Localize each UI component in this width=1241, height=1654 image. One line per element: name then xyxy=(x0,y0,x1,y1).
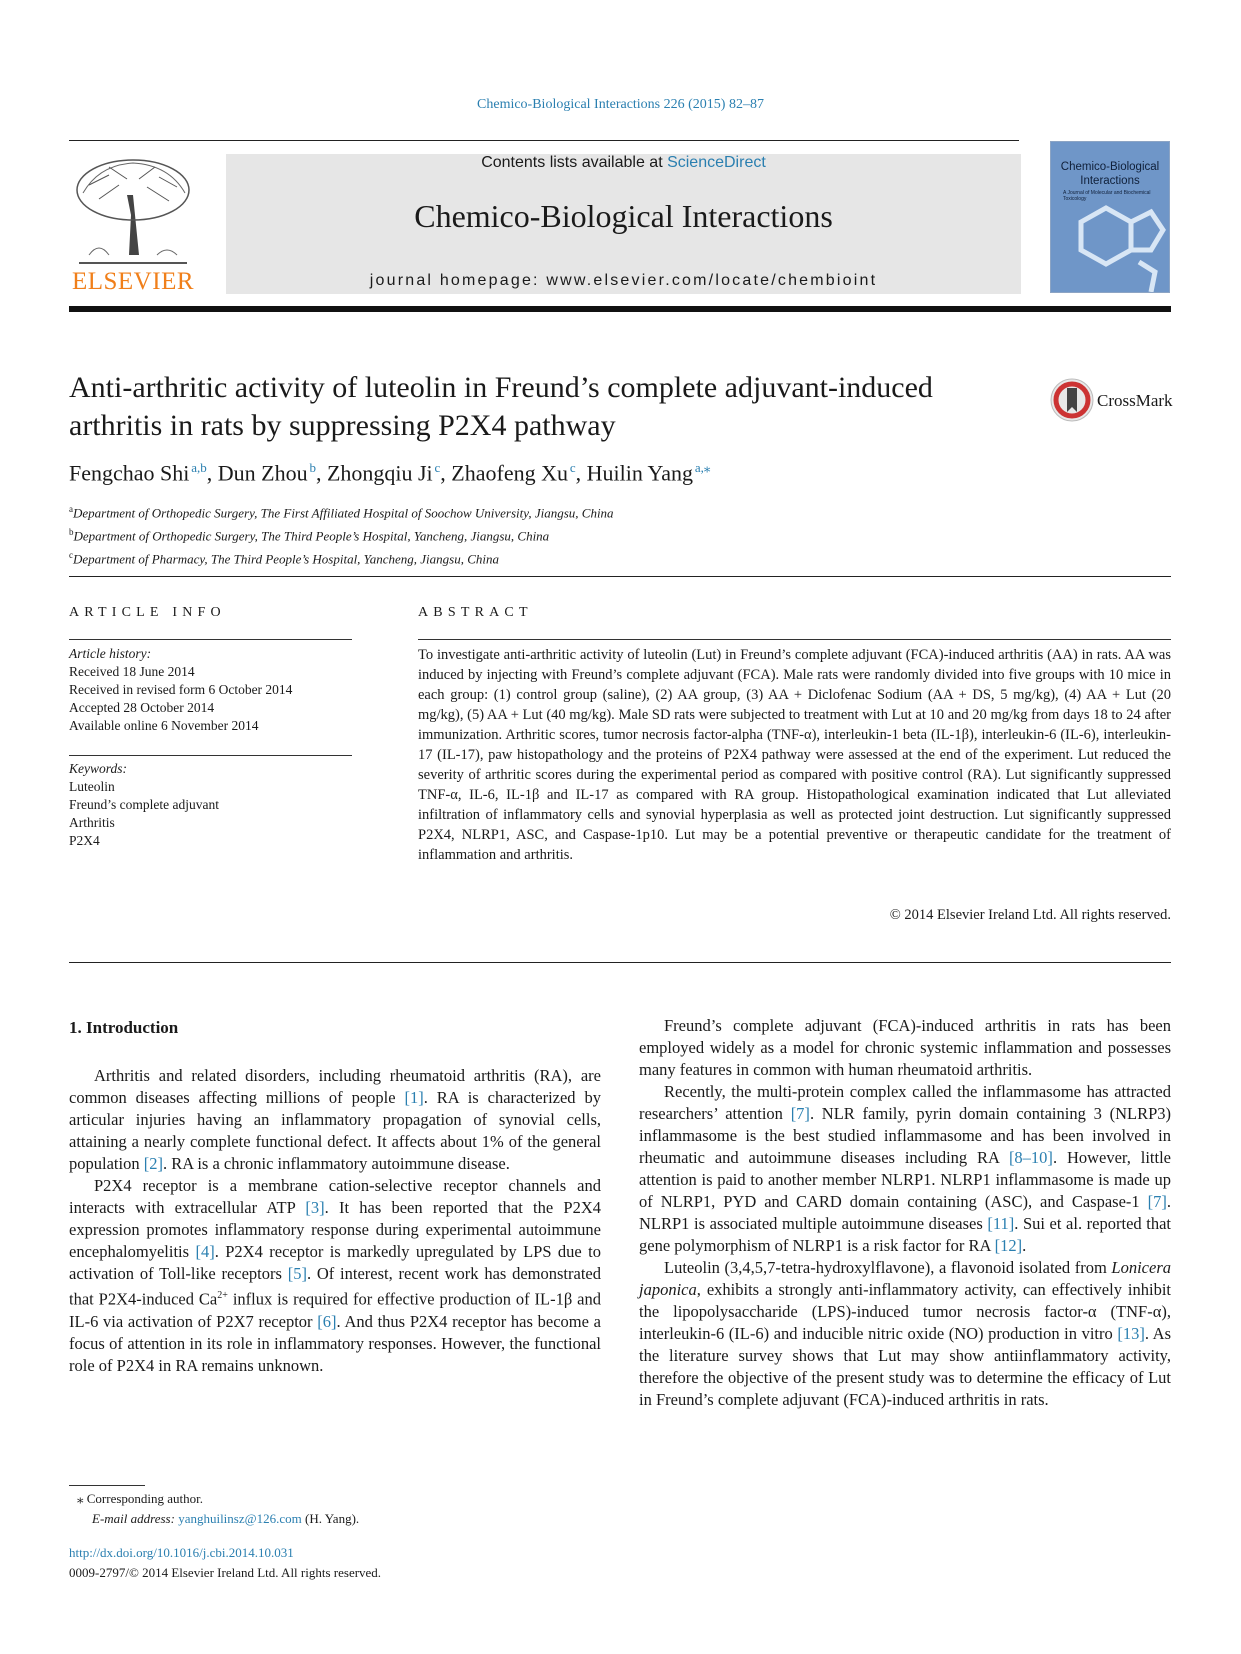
citation-link[interactable]: [6] xyxy=(317,1311,337,1331)
keyword: P2X4 xyxy=(69,833,100,848)
article-info-heading: ARTICLE INFO xyxy=(69,605,226,620)
citation-link[interactable]: [2] xyxy=(143,1154,163,1173)
cover-title: Chemico-Biological Interactions xyxy=(1060,161,1160,187)
author: Dun Zhou xyxy=(217,460,308,486)
journal-homepage[interactable]: journal homepage: www.elsevier.com/locate/chembioint xyxy=(369,272,878,289)
text-segment: . It has been reported that the P2X4 expression promotes inflammatory response during experimental autoimmune encephalomyelitis xyxy=(69,1198,601,1261)
abstract-text: To investigate anti-arthritic activity of luteolin (Lut) in Freund’s complete adjuvant (FCA)-induced arthritis (AA) in rats. AA was induced by injecting with Freund’s complete adjuvant (FCA). Male rats were randomly divided into five groups with 10 mice in each group: (1) control group (saline), (2) AA group, (3) AA + Diclofenac Sodium (AA + DS, 5 mg/kg), (4) AA + Lut (20 mg/kg), (5) AA + Lut (40 mg/kg). Male SD rats were subjected to treatment with Lut at 10 and 20 mg/kg from days 18 to 24 after immunization. Arthritic scores, tumor necrosis factor-alpha (TNF-α), interleukin-1 beta (IL-1β), interleukin-6 (IL-6), interleukin-17 (IL-17), paw histopathology and the proteins of P2X4 pathway were assessed at the end of the experiment. Lut reduced the severity of arthritic scores during the experimental period as compared with positive control (RA). Lut significantly suppressed TNF-α, IL-6, IL-1β and IL-17 as compared with RA group. Histopathological examination indicated that Lut alleviated infiltration of inflammatory cells and synovial hyperplasia as well as protected joint destruction. Lut significantly suppressed P2X4, NLRP1, ASC, and Caspase-1p10. Lut may be a potential preventive or therapeutic candidate for the treatment of inflammation and arthritis. xyxy=(418,647,1171,863)
text-segment: . NLRP1 is associated multiple autoimmune diseases xyxy=(639,1192,1171,1233)
email-link[interactable]: yanghuilinsz@126.com xyxy=(178,1511,302,1526)
citation-link[interactable]: [12] xyxy=(994,1236,1023,1255)
citation-link[interactable]: [5] xyxy=(287,1264,307,1283)
text-segment: . RA is a chronic inflammatory autoimmune disease. xyxy=(162,1154,510,1173)
keyword: Arthritis xyxy=(69,815,115,830)
history-item: Received 18 June 2014 xyxy=(69,664,195,679)
keywords-label: Keywords: xyxy=(69,761,127,776)
text-segment: . RA is characterized by articular injuries having an inflammatory propagation of synovial cells, attaining a nearly complete functional defect. It affects about 1% of the general population xyxy=(69,1088,601,1173)
text-segment: Luteolin (3,4,5,7-tetra-hydroxylflavone), a flavonoid isolated from xyxy=(664,1258,1112,1277)
text-segment: . P2X4 receptor is markedly upregulated by LPS due to activation of Toll-like receptors xyxy=(69,1242,601,1283)
abstract-copyright: © 2014 Elsevier Ireland Ltd. All rights reserved. xyxy=(889,907,1171,923)
affiliation-text: Department of Orthopedic Surgery, The Third People’s Hospital, Yancheng, Jiangsu, China xyxy=(73,528,550,544)
citation-link[interactable]: [1] xyxy=(404,1088,424,1107)
text-segment: . And thus P2X4 receptor has become a focus of attention in its role in inflammatory responses. However, the functional role of P2X4 in RA remains unknown. xyxy=(69,1311,601,1375)
keyword: Freund’s complete adjuvant xyxy=(69,797,219,812)
text-segment: Freund’s complete adjuvant (FCA)-induced arthritis in rats has been employed widely as a model for chronic systemic inflammation and possesses many features in common with human rheumatoid arthritis. xyxy=(639,1016,1171,1079)
affiliation-marker: b xyxy=(69,526,74,537)
journal-name: Chemico-Biological Interactions xyxy=(414,198,833,234)
email-suffix: (H. Yang). xyxy=(301,1511,360,1526)
citation-link[interactable]: [11] xyxy=(987,1214,1015,1233)
affiliation-text: Department of Orthopedic Surgery, The First Affiliated Hospital of Soochow University, Jiangsu, China xyxy=(73,505,614,521)
citation-link[interactable]: [4] xyxy=(195,1242,215,1261)
text-segment: . Sui et al. reported that gene polymorphism of NLRP1 is a risk factor for RA xyxy=(639,1214,1171,1255)
affiliation xyxy=(69,546,1069,569)
affiliation-text: Department of Pharmacy, The Third People’s Hospital, Yancheng, Jiangsu, China xyxy=(73,550,499,566)
body-paragraph xyxy=(69,1065,601,1175)
cover-subtitle: A Journal of Molecular and Biochemical Toxicology xyxy=(1063,190,1151,202)
sciencedirect-link[interactable]: ScienceDirect xyxy=(667,154,766,171)
section-heading: 1. Introduction xyxy=(69,1018,179,1037)
citation-link[interactable]: [7] xyxy=(790,1104,810,1123)
affiliation-marker: c xyxy=(69,549,73,560)
crossmark-icon[interactable] xyxy=(1050,378,1094,422)
elsevier-wordmark: ELSEVIER xyxy=(71,268,195,295)
article-history xyxy=(69,645,352,735)
keyword: Luteolin xyxy=(69,779,115,794)
body-column-right xyxy=(639,1015,1171,1411)
text-segment: . However, little attention is paid to another member NLRP1. NLRP1 inflammasome is made up of NLRP1, PYD and CARD domain containing (ASC), and Caspase-1 xyxy=(639,1148,1171,1211)
email-line xyxy=(77,1509,359,1529)
author-affiliation-sup[interactable]: b xyxy=(309,460,316,475)
journal-cover xyxy=(1050,141,1170,293)
species-name: Lonicera japonica xyxy=(639,1258,1171,1299)
author-affiliation-sup[interactable]: a,⁎ xyxy=(694,460,711,475)
text-segment: Recently, the multi-protein complex called the inflammasome has attracted researchers’ attention xyxy=(639,1082,1171,1123)
contents-line xyxy=(226,154,1021,172)
author: Zhongqiu Ji xyxy=(326,460,433,486)
text-segment: . Of interest, recent work has demonstrated that P2X4-induced Ca xyxy=(69,1264,601,1309)
article-title: Anti-arthritic activity of luteolin in Freund’s complete adjuvant-induced arthritis in rats by suppressing P2X4 pathway xyxy=(69,371,933,442)
crossmark-label[interactable]: CrossMark xyxy=(1097,391,1173,410)
header-rule xyxy=(69,140,1019,141)
article-info-rule xyxy=(69,639,352,640)
citation-link[interactable]: [8–10] xyxy=(1008,1148,1053,1167)
author-affiliation-sup[interactable]: c xyxy=(434,460,441,475)
citation-link[interactable]: [13] xyxy=(1117,1324,1145,1343)
footnote-rule xyxy=(69,1485,145,1486)
text-segment: influx is required for effective production of IL-1β and IL-6 via activation of P2X7 receptor xyxy=(69,1289,601,1331)
email-label: E-mail address: xyxy=(92,1511,179,1526)
author-list: Fengchao Shi $^{a,b}$, Dun Zhou $^b$, Zhongqiu Ji $^c$, Zhaofeng Xu $^c$, Huilin Yang $^{a,⁎}$ xyxy=(69,460,711,486)
author: Zhaofeng Xu xyxy=(451,460,568,486)
author-affiliation-sup[interactable]: a,b xyxy=(191,460,207,475)
keywords-rule xyxy=(69,755,352,756)
abstract-heading: ABSTRACT xyxy=(418,605,533,620)
body-paragraph xyxy=(639,1257,1171,1411)
author-affiliation-sup[interactable]: c xyxy=(569,460,576,475)
text-segment: . xyxy=(1022,1236,1027,1255)
body-column-left xyxy=(69,1065,601,1377)
keywords xyxy=(69,760,352,850)
citation-link[interactable]: [7] xyxy=(1147,1192,1167,1211)
contents-prefix: Contents lists available at xyxy=(481,154,668,171)
affiliation xyxy=(69,523,1069,546)
affiliation xyxy=(69,500,1069,523)
body-paragraph xyxy=(639,1015,1171,1081)
body-paragraph xyxy=(639,1081,1171,1257)
footnote xyxy=(77,1489,359,1529)
citation-link[interactable]: [3] xyxy=(305,1198,325,1217)
abstract-rule xyxy=(418,639,1171,640)
text-segment: . As the literature survey shows that Lut may show antiinflammatory activity, therefore the objective of the present study was to determine the efficacy of Lut in Freund’s complete adjuvant (FCA)-induced arthritis in rats. xyxy=(639,1324,1171,1409)
history-label: Article history: xyxy=(69,646,152,661)
history-item: Accepted 28 October 2014 xyxy=(69,700,215,715)
history-item: Available online 6 November 2014 xyxy=(69,718,259,733)
text-segment: P2X4 receptor is a membrane cation-selective receptor channels and interacts with extracellular ATP xyxy=(69,1176,601,1217)
header-thick-rule xyxy=(69,306,1171,312)
affiliations xyxy=(69,500,1069,568)
doi-link[interactable]: http://dx.doi.org/10.1016/j.cbi.2014.10.031 xyxy=(69,1545,294,1560)
text-segment: , exhibits a strongly anti-inflammatory activity, can effectively inhibit the lipopolysaccharide (LPS)-induced tumor necrosis factor-α (TNF-α), interleukin-6 (IL-6) and inducible nitric oxide (NO) production in vitro xyxy=(639,1280,1171,1343)
text-segment: . NLR family, pyrin domain containing 3 (NLRP3) inflammasome is the best studied inflammasome and has been involved in rheumatic and autoimmune diseases including RA xyxy=(639,1104,1172,1167)
journal-reference[interactable]: Chemico-Biological Interactions 226 (2015) 82–87 xyxy=(477,97,764,112)
affiliation-marker: a xyxy=(69,504,73,514)
author: Huilin Yang xyxy=(586,460,693,486)
corresponding-author-note: ⁎ Corresponding author. xyxy=(77,1491,204,1506)
body-paragraph xyxy=(69,1175,601,1377)
issn-copyright: 0009-2797/© 2014 Elsevier Ireland Ltd. All rights reserved. xyxy=(69,1565,382,1580)
section-rule xyxy=(69,576,1171,577)
history-item: Received in revised form 6 October 2014 xyxy=(69,682,293,697)
author: Fengchao Shi xyxy=(69,460,190,486)
body-rule xyxy=(69,962,1171,963)
text-segment: Arthritis and related disorders, including rheumatoid arthritis (RA), are common diseases affecting millions of people xyxy=(69,1066,601,1107)
superscript: 2+ xyxy=(217,1290,228,1301)
